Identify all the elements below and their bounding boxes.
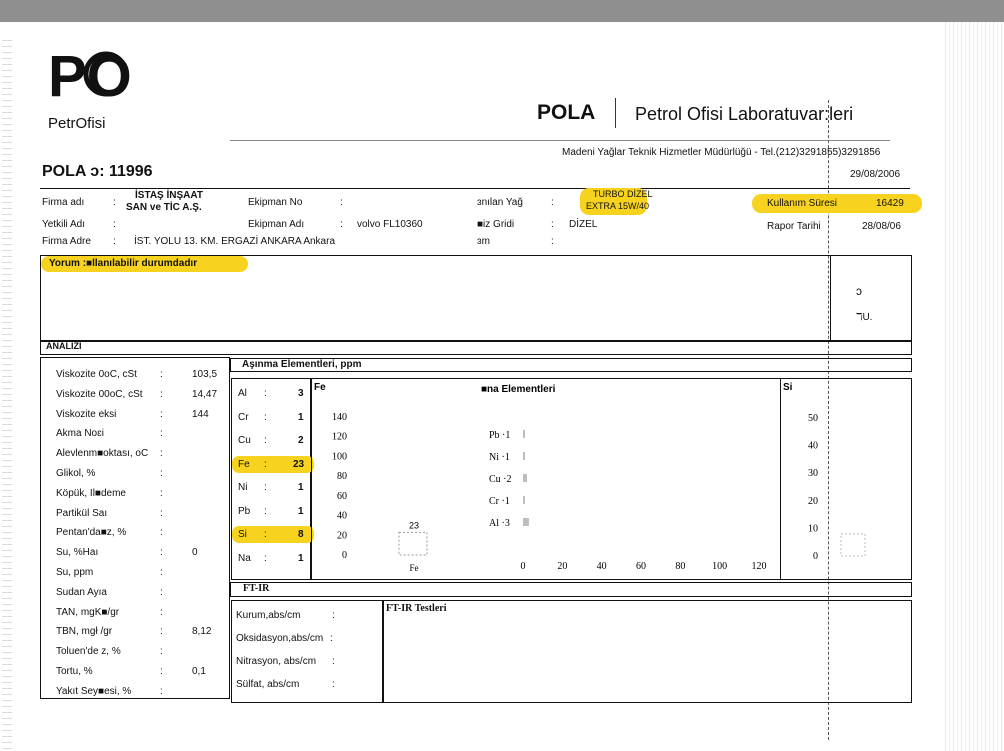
chart-elements-bar [523, 474, 527, 482]
chart-fe-xlabel: Fe [409, 563, 419, 573]
ekipman-adi-colon: : [340, 219, 343, 230]
petrol-ofisi-logo [46, 44, 134, 106]
wear-value: 1 [298, 505, 304, 517]
header-rule [230, 140, 890, 141]
chart-elements-xtick: 60 [636, 561, 646, 572]
analysis-name: Sudan Ayıa [56, 586, 107, 598]
ekipman-adi-value: volvo FL10360 [357, 219, 423, 230]
chart-elements-bar [523, 496, 525, 504]
yag-value-1: TURBO DİZEL [593, 189, 653, 199]
wear-value: 8 [298, 529, 304, 540]
title-divider [615, 98, 616, 128]
chart-fe-ytick: 40 [337, 510, 347, 522]
ftir-tests-title: FT-IR Testleri [386, 603, 447, 614]
yetkili-colon: : [113, 219, 116, 230]
yag-value-2: EXTRA 15W/40 [586, 201, 650, 211]
wear-title: Aşınma Elementleri, ppm [242, 359, 362, 370]
report-number: POLA ɔ: 11996 [42, 163, 153, 180]
wear-colon: : [264, 482, 267, 493]
chart-elements-xtick: 100 [712, 561, 728, 572]
wear-colon: : [264, 505, 267, 517]
rapor-value: 28/08/06 [862, 221, 901, 232]
analysis-colon: : [160, 428, 163, 440]
analysis-name: Partikül Saı [56, 507, 108, 519]
ekipman-adi-label: Ekipman Adı [248, 219, 305, 230]
wear-value: 3 [298, 388, 304, 399]
wear-elements-panel [231, 378, 311, 580]
analysis-colon: : [160, 606, 163, 618]
wear-symbol: Si [238, 529, 247, 540]
lab-title: Petrol Ofisi Laboratuvar:leri [635, 104, 854, 124]
firma-colon: : [113, 197, 116, 208]
ftir-row-name: Sülfat, abs/cm [236, 679, 300, 690]
wear-charts [311, 378, 911, 580]
analysis-name: Köpük, Il■deme [56, 487, 126, 499]
analysis-name: Su, %Haı [56, 547, 99, 559]
department-line: Madeni Yağlar Teknik Hizmetler Müdürlüğü - Tel.(212)3291855)3291856 [562, 147, 881, 158]
chart-fe-ytick: 0 [342, 550, 347, 561]
analysis-name: Tortu, % [56, 666, 93, 677]
analysis-name: TBN, mgł /gr [56, 626, 113, 638]
chart-si-ytick: 40 [808, 440, 818, 452]
chart-elements-category-label: Cr ·1 [489, 496, 510, 507]
analiz-title-bar [40, 341, 912, 355]
analysis-value: 14,47 [192, 388, 218, 400]
analysis-value: 8,12 [192, 626, 212, 638]
info-top-rule [40, 188, 910, 189]
wear-colon: : [264, 458, 267, 470]
analysis-colon: : [160, 507, 163, 519]
chart-elements-category-label: Al ·3 [489, 518, 510, 529]
wear-symbol: Ni [238, 482, 248, 493]
logo-mark: PO [48, 44, 132, 106]
window-top-bar [0, 0, 1004, 22]
analysis-colon: : [160, 408, 163, 420]
wear-symbol: Cu [238, 435, 251, 446]
logo-text: PetrOfisi [48, 115, 106, 132]
analysis-colon: : [160, 468, 163, 479]
chart-elements-xtick: 0 [520, 561, 526, 572]
comment-side-1: ɔ [856, 284, 862, 298]
chart-si-ytick: 0 [813, 551, 818, 562]
analysis-name: Viskozite 0oC, cSt [56, 369, 137, 380]
adres-value: İST. YOLU 13. KM. ERGAZİ ANKARA Ankara [134, 236, 336, 247]
sinif-colon: : [551, 219, 554, 230]
analysis-name: Viskozite 00oC, cSt [56, 388, 143, 400]
analysis-colon: : [160, 626, 163, 638]
ftir-row-colon: : [332, 610, 335, 621]
pola-title: POLA [537, 101, 596, 124]
chart-elements-bar [523, 430, 525, 438]
chart-elements-xtick: 20 [557, 561, 568, 572]
analysis-name: Alevlenm■oktası, oC [56, 448, 149, 460]
analysis-colon: : [160, 586, 163, 598]
analysis-name: Pentan'da■z, % [56, 527, 127, 539]
adres-colon: : [113, 236, 116, 247]
sinif-value: DİZEL [569, 219, 598, 230]
scan-left-artifact [2, 35, 12, 751]
wear-value: 1 [298, 411, 304, 423]
analysis-name: Akma Noɛi [56, 428, 104, 440]
analysis-value: 0 [192, 547, 198, 559]
wear-value: 1 [298, 552, 304, 564]
comment-side-2: ℸU. [856, 312, 873, 323]
ftir-title-bar [230, 582, 912, 597]
analysis-value: 0,1 [192, 666, 206, 677]
chart-si-ytick: 30 [808, 468, 818, 480]
chart-fe-ytick: 100 [332, 451, 347, 463]
yag-label: ɜnılan Yağ [477, 197, 523, 208]
chart-elements-bar [523, 452, 525, 460]
chart-fe-ytick: 120 [332, 431, 347, 443]
analysis-name: Glikol, % [56, 468, 96, 479]
analysis-value: 103,5 [192, 369, 218, 380]
chart-fe-data-label: 23 [408, 520, 420, 531]
yetkili-label: Yetkili Adı [42, 219, 85, 230]
adres-label: Firma Adre [42, 236, 91, 247]
wear-value: 23 [293, 458, 305, 470]
chart-elements-category-label: Ni ·1 [489, 452, 510, 463]
ftir-row-colon: : [330, 633, 333, 644]
chart-fe-ytick: 60 [337, 490, 347, 502]
chart-fe-ytick: 80 [337, 471, 347, 483]
analysis-name: Su, ppm [56, 567, 94, 578]
wear-colon: : [264, 529, 267, 540]
analysis-name: Toluen'de z, % [56, 646, 121, 658]
firma-label: Firma adı [42, 197, 85, 208]
chart-si-ytick: 50 [808, 413, 818, 424]
firma-value-1: İSTAŞ İNŞAAT [135, 190, 203, 201]
analysis-name: Viskozite eksi [56, 408, 117, 420]
wear-symbol: Cr [238, 411, 249, 423]
scan-edge-artifact [942, 22, 1004, 751]
wear-colon: : [264, 388, 267, 399]
comment-divider [830, 256, 831, 340]
wear-symbol: Al [238, 388, 247, 399]
ftir-row-name: Nitrasyon, abs/cm [236, 656, 317, 667]
wear-value: 1 [298, 482, 304, 493]
chart-fe-ytick: 20 [337, 530, 347, 542]
ftir-row-name: Kurum,abs/cm [236, 610, 301, 621]
yag-colon: : [551, 197, 554, 208]
sinif-label: ■iz Gridi [477, 219, 515, 230]
analiz-title: ANALİZİ [46, 341, 82, 351]
analysis-colon: : [160, 666, 163, 677]
chart-si-bar [841, 534, 865, 556]
m-colon: : [551, 236, 554, 247]
analysis-colon: : [160, 646, 163, 658]
comment-label: Yorum :■llanılabilir durumdadır [49, 258, 198, 269]
chart-si-title: Si [783, 382, 793, 393]
analysis-colon: : [160, 448, 163, 460]
chart-fe-title: Fe [314, 382, 326, 393]
report-date: 29/08/2006 [850, 169, 901, 180]
ftir-row-name: Oksidasyon,abs/cm [236, 633, 324, 644]
chart-elements-xtick: 80 [675, 561, 686, 572]
ftir-title: FT-IR [243, 583, 270, 594]
analysis-colon: : [160, 567, 163, 578]
chart-elements-xtick: 120 [751, 561, 767, 572]
analysis-colon: : [160, 547, 163, 559]
wear-symbol: Pb [238, 505, 251, 517]
analysis-colon: : [160, 487, 163, 499]
chart-elements-category-label: Pb ·1 [489, 430, 511, 441]
wear-value: 2 [298, 435, 304, 446]
chart-fe-bar [399, 532, 427, 555]
chart-si-ytick: 20 [808, 495, 818, 507]
analysis-colon: : [160, 527, 163, 539]
chart-elements-title: ■na Elementleri [481, 384, 556, 395]
wear-colon: : [264, 552, 267, 564]
chart-elements-bar [523, 518, 529, 526]
ekipman-no-label: Ekipman No [248, 197, 303, 208]
wear-colon: : [264, 411, 267, 423]
chart-fe-ytick: 140 [332, 412, 347, 423]
chart-elements-xtick: 40 [596, 561, 607, 572]
analysis-colon: : [160, 388, 163, 400]
analysis-value: 144 [192, 408, 209, 420]
wear-colon: : [264, 435, 267, 446]
kullanim-value: 16429 [876, 198, 904, 209]
m-label: ɜm [477, 236, 490, 247]
analysis-name: TAN, mgK■/gr [56, 606, 120, 618]
firma-value-2: SAN ve TİC A.Ş. [126, 202, 202, 213]
wear-symbol: Fe [238, 458, 250, 470]
chart-elements-category-label: Cu ·2 [489, 474, 512, 485]
rapor-label: Rapor Tarihi [767, 221, 821, 232]
analysis-colon: : [160, 685, 163, 697]
ekipman-no-colon: : [340, 197, 343, 208]
chart-si-ytick: 10 [808, 523, 818, 535]
kullanim-label: Kullanım Süresi [767, 198, 838, 209]
ftir-tests-panel [383, 600, 912, 703]
wear-symbol: Na [238, 552, 251, 564]
analysis-name: Yakıt Sey■esi, % [56, 685, 132, 697]
analysis-colon: : [160, 369, 163, 380]
ftir-row-colon: : [332, 656, 335, 667]
ftir-row-colon: : [332, 679, 335, 690]
